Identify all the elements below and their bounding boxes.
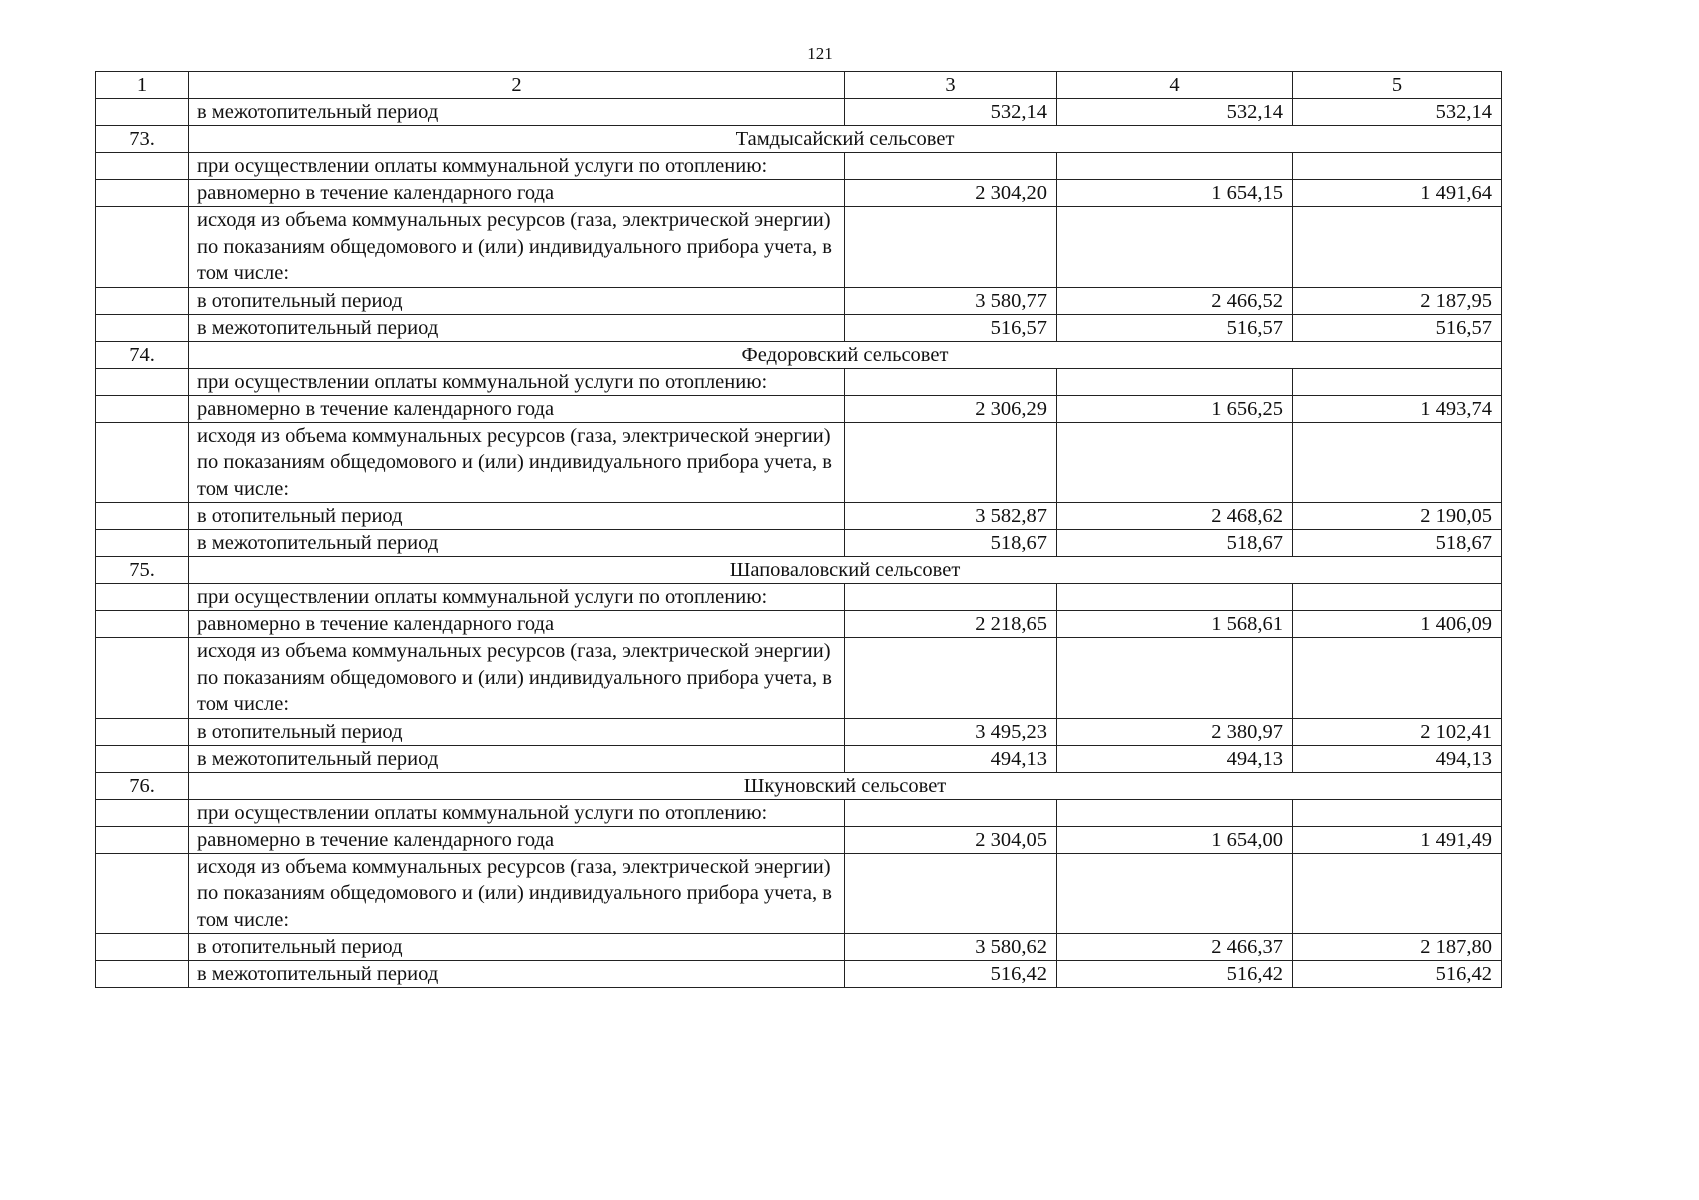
tariff-table (95, 71, 1502, 988)
value-cell-col5: 518,67 (1293, 530, 1502, 557)
row-number-cell (96, 287, 189, 314)
value-cell-col3 (845, 799, 1057, 826)
section-header-row (96, 772, 1502, 799)
row-label: в межотопительный период (189, 99, 845, 126)
table-row (96, 934, 1502, 961)
value-cell-col5 (1293, 368, 1502, 395)
page-number: 121 (807, 44, 833, 63)
row-label: при осуществлении оплаты коммунальной услуги по отоплению: (189, 153, 845, 180)
value-cell-col5 (1293, 853, 1502, 934)
table-row (96, 395, 1502, 422)
table-row (96, 207, 1502, 288)
value-cell-col5 (1293, 584, 1502, 611)
value-cell-col4 (1057, 584, 1293, 611)
table-row (96, 503, 1502, 530)
section-number: 74. (96, 341, 189, 368)
section-header-row (96, 557, 1502, 584)
table-row (96, 314, 1502, 341)
row-number-cell (96, 934, 189, 961)
section-number: 76. (96, 772, 189, 799)
row-number-cell (96, 207, 189, 288)
row-number-cell (96, 422, 189, 503)
value-cell-col4: 494,13 (1057, 745, 1293, 772)
value-cell-col4 (1057, 799, 1293, 826)
value-cell-col3: 3 495,23 (845, 718, 1057, 745)
value-cell-col3: 2 218,65 (845, 611, 1057, 638)
column-header-5: 5 (1293, 72, 1502, 99)
column-header-4: 4 (1057, 72, 1293, 99)
row-label: равномерно в течение календарного года (189, 611, 845, 638)
value-cell-col5 (1293, 207, 1502, 288)
table-row (96, 530, 1502, 557)
value-cell-col4 (1057, 638, 1293, 719)
row-number-cell (96, 611, 189, 638)
value-cell-col4: 1 654,15 (1057, 180, 1293, 207)
value-cell-col3 (845, 153, 1057, 180)
table-row (96, 422, 1502, 503)
row-number-cell (96, 368, 189, 395)
row-label: в межотопительный период (189, 961, 845, 988)
value-cell-col5: 1 493,74 (1293, 395, 1502, 422)
value-cell-col3: 3 582,87 (845, 503, 1057, 530)
table-row (96, 180, 1502, 207)
value-cell-col5: 532,14 (1293, 99, 1502, 126)
row-label: исходя из объема коммунальных ресурсов (газа, электрической энергии) по показаниям общедомового и (или) индивидуального прибора учета, в том числе: (189, 853, 845, 934)
table-row (96, 368, 1502, 395)
row-number-cell (96, 314, 189, 341)
value-cell-col5 (1293, 638, 1502, 719)
value-cell-col3 (845, 853, 1057, 934)
table-row (96, 799, 1502, 826)
table-row (96, 153, 1502, 180)
value-cell-col4: 1 656,25 (1057, 395, 1293, 422)
value-cell-col3 (845, 422, 1057, 503)
value-cell-col3: 2 306,29 (845, 395, 1057, 422)
value-cell-col4: 532,14 (1057, 99, 1293, 126)
value-cell-col5: 1 406,09 (1293, 611, 1502, 638)
value-cell-col5: 494,13 (1293, 745, 1502, 772)
row-number-cell (96, 99, 189, 126)
section-title: Федоровский сельсовет (189, 341, 1502, 368)
table-body (96, 99, 1502, 988)
value-cell-col3 (845, 584, 1057, 611)
row-label: исходя из объема коммунальных ресурсов (газа, электрической энергии) по показаниям общедомового и (или) индивидуального прибора учета, в том числе: (189, 207, 845, 288)
value-cell-col3: 516,57 (845, 314, 1057, 341)
section-header-row (96, 126, 1502, 153)
value-cell-col3: 3 580,62 (845, 934, 1057, 961)
column-header-3: 3 (845, 72, 1057, 99)
row-label: при осуществлении оплаты коммунальной услуги по отоплению: (189, 584, 845, 611)
value-cell-col5: 2 102,41 (1293, 718, 1502, 745)
row-label: в отопительный период (189, 934, 845, 961)
value-cell-col4: 518,67 (1057, 530, 1293, 557)
row-label: в межотопительный период (189, 530, 845, 557)
value-cell-col5: 1 491,64 (1293, 180, 1502, 207)
row-label: исходя из объема коммунальных ресурсов (газа, электрической энергии) по показаниям общедомового и (или) индивидуального прибора учета, в том числе: (189, 638, 845, 719)
row-number-cell (96, 395, 189, 422)
table-row (96, 638, 1502, 719)
section-number: 73. (96, 126, 189, 153)
value-cell-col5: 2 190,05 (1293, 503, 1502, 530)
value-cell-col5: 1 491,49 (1293, 826, 1502, 853)
value-cell-col4 (1057, 368, 1293, 395)
value-cell-col4: 1 568,61 (1057, 611, 1293, 638)
column-header-1: 1 (96, 72, 189, 99)
value-cell-col5: 516,57 (1293, 314, 1502, 341)
value-cell-col3: 516,42 (845, 961, 1057, 988)
row-number-cell (96, 638, 189, 719)
section-title: Шкуновский сельсовет (189, 772, 1502, 799)
value-cell-col3 (845, 638, 1057, 719)
row-label: в отопительный период (189, 503, 845, 530)
value-cell-col4: 516,42 (1057, 961, 1293, 988)
value-cell-col5: 2 187,95 (1293, 287, 1502, 314)
row-number-cell (96, 584, 189, 611)
table-row (96, 99, 1502, 126)
section-header-row (96, 341, 1502, 368)
value-cell-col4 (1057, 153, 1293, 180)
table-row (96, 826, 1502, 853)
row-number-cell (96, 961, 189, 988)
column-header-2: 2 (189, 72, 845, 99)
row-number-cell (96, 153, 189, 180)
value-cell-col4 (1057, 207, 1293, 288)
row-label: при осуществлении оплаты коммунальной услуги по отоплению: (189, 799, 845, 826)
row-number-cell (96, 745, 189, 772)
row-label: в отопительный период (189, 287, 845, 314)
section-title: Шаповаловский сельсовет (189, 557, 1502, 584)
value-cell-col5 (1293, 422, 1502, 503)
value-cell-col4: 2 380,97 (1057, 718, 1293, 745)
value-cell-col4: 2 466,52 (1057, 287, 1293, 314)
table-row (96, 961, 1502, 988)
section-title: Тамдысайский сельсовет (189, 126, 1502, 153)
value-cell-col5: 2 187,80 (1293, 934, 1502, 961)
row-number-cell (96, 180, 189, 207)
value-cell-col3 (845, 368, 1057, 395)
row-number-cell (96, 718, 189, 745)
value-cell-col3: 2 304,20 (845, 180, 1057, 207)
row-number-cell (96, 530, 189, 557)
value-cell-col5 (1293, 153, 1502, 180)
value-cell-col4: 2 466,37 (1057, 934, 1293, 961)
row-number-cell (96, 826, 189, 853)
row-label: в межотопительный период (189, 745, 845, 772)
value-cell-col4: 1 654,00 (1057, 826, 1293, 853)
value-cell-col4 (1057, 422, 1293, 503)
value-cell-col5: 516,42 (1293, 961, 1502, 988)
value-cell-col3 (845, 207, 1057, 288)
value-cell-col4: 516,57 (1057, 314, 1293, 341)
table-row (96, 584, 1502, 611)
table-row (96, 718, 1502, 745)
value-cell-col3: 2 304,05 (845, 826, 1057, 853)
table-row (96, 287, 1502, 314)
row-number-cell (96, 853, 189, 934)
row-label: при осуществлении оплаты коммунальной услуги по отоплению: (189, 368, 845, 395)
value-cell-col3: 532,14 (845, 99, 1057, 126)
value-cell-col3: 494,13 (845, 745, 1057, 772)
row-label: в межотопительный период (189, 314, 845, 341)
row-label: равномерно в течение календарного года (189, 395, 845, 422)
row-label: равномерно в течение календарного года (189, 826, 845, 853)
row-label: в отопительный период (189, 718, 845, 745)
row-label: исходя из объема коммунальных ресурсов (газа, электрической энергии) по показаниям общедомового и (или) индивидуального прибора учета, в том числе: (189, 422, 845, 503)
table-row (96, 853, 1502, 934)
value-cell-col3: 518,67 (845, 530, 1057, 557)
value-cell-col5 (1293, 799, 1502, 826)
value-cell-col4 (1057, 853, 1293, 934)
table-row (96, 745, 1502, 772)
row-number-cell (96, 799, 189, 826)
row-number-cell (96, 503, 189, 530)
value-cell-col3: 3 580,77 (845, 287, 1057, 314)
value-cell-col4: 2 468,62 (1057, 503, 1293, 530)
table-row (96, 611, 1502, 638)
column-number-header (96, 72, 1502, 99)
row-label: равномерно в течение календарного года (189, 180, 845, 207)
section-number: 75. (96, 557, 189, 584)
